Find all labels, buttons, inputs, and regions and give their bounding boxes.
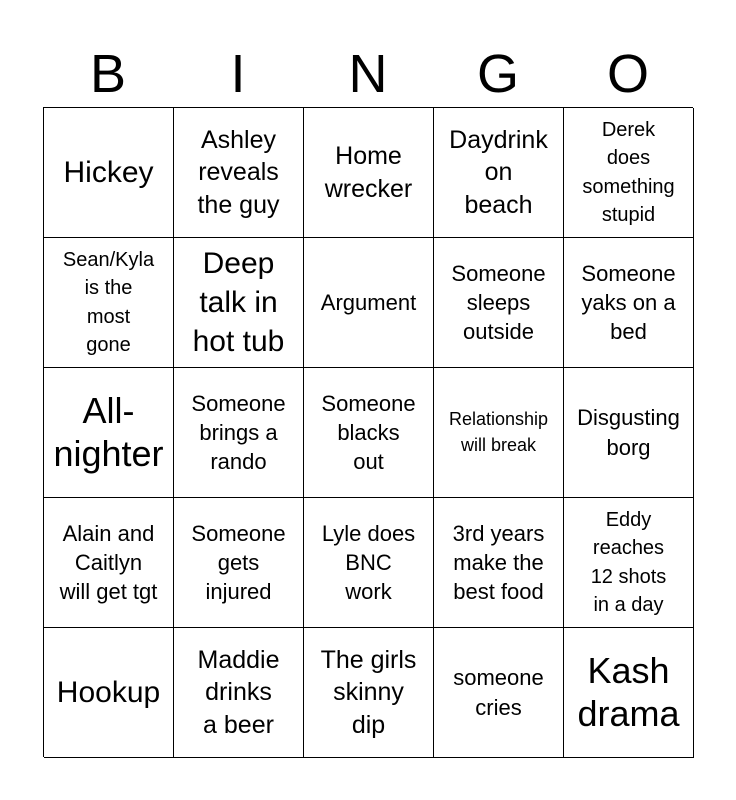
bingo-cell-r0-c4[interactable]: Derek does something stupid: [564, 108, 694, 238]
header-letter-g: G: [476, 44, 519, 104]
bingo-cell-r0-c2[interactable]: Home wrecker: [304, 108, 434, 238]
bingo-cell-r3-c4[interactable]: Eddy reaches 12 shots in a day: [564, 498, 694, 628]
bingo-cell-r1-c1[interactable]: Deep talk in hot tub: [174, 238, 304, 368]
bingo-cell-r2-c3[interactable]: Relationship will break: [434, 368, 564, 498]
bingo-cell-r1-c0[interactable]: Sean/Kyla is the most gone: [44, 238, 174, 368]
bingo-cell-r3-c0[interactable]: Alain and Caitlyn will get tgt: [44, 498, 174, 628]
header-letter-i: I: [230, 44, 246, 104]
bingo-cell-r1-c2[interactable]: Argument: [304, 238, 434, 368]
bingo-grid: [43, 107, 693, 757]
header-letter-n: N: [348, 44, 388, 104]
bingo-cell-r4-c4[interactable]: Kash drama: [564, 628, 694, 758]
bingo-cell-r0-c1[interactable]: Ashley reveals the guy: [174, 108, 304, 238]
bingo-cell-r3-c1[interactable]: Someone gets injured: [174, 498, 304, 628]
bingo-header: [43, 40, 693, 108]
bingo-cell-r4-c3[interactable]: someone cries: [434, 628, 564, 758]
bingo-cell-r1-c4[interactable]: Someone yaks on a bed: [564, 238, 694, 368]
bingo-cell-r3-c3[interactable]: 3rd years make the best food: [434, 498, 564, 628]
bingo-cell-r3-c2[interactable]: Lyle does BNC work: [304, 498, 434, 628]
bingo-cell-r4-c2[interactable]: The girls skinny dip: [304, 628, 434, 758]
bingo-cell-r1-c3[interactable]: Someone sleeps outside: [434, 238, 564, 368]
bingo-cell-r2-c2[interactable]: Someone blacks out: [304, 368, 434, 498]
bingo-cell-r2-c4[interactable]: Disgusting borg: [564, 368, 694, 498]
header-letter-o: O: [606, 44, 649, 104]
header-letter-b: B: [89, 44, 127, 104]
bingo-cell-r4-c0[interactable]: Hookup: [44, 628, 174, 758]
bingo-cell-r2-c1[interactable]: Someone brings a rando: [174, 368, 304, 498]
bingo-cell-r0-c3[interactable]: Daydrink on beach: [434, 108, 564, 238]
bingo-cell-r2-c0[interactable]: All- nighter: [44, 368, 174, 498]
bingo-cell-r0-c0[interactable]: Hickey: [44, 108, 174, 238]
bingo-cell-r4-c1[interactable]: Maddie drinks a beer: [174, 628, 304, 758]
